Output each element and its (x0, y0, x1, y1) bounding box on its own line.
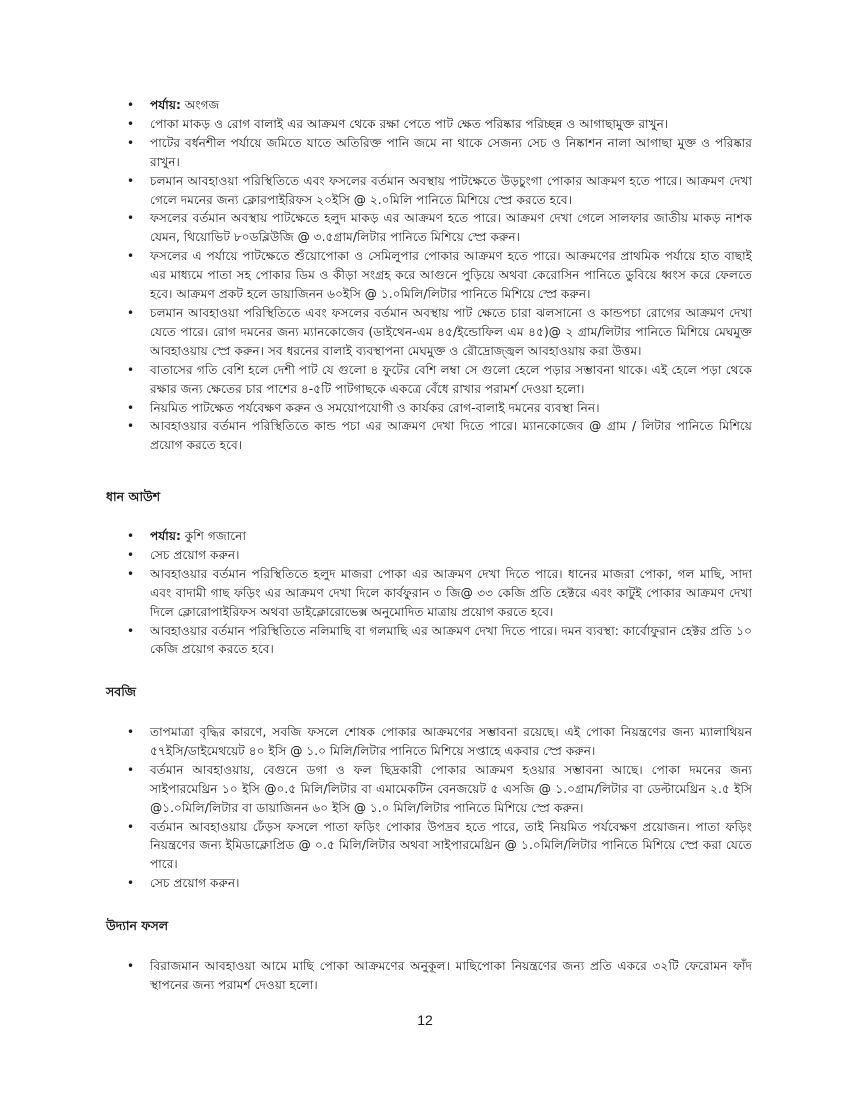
bullet-icon: • (127, 173, 135, 188)
list-item-text: কুশি গজানো (180, 529, 246, 543)
bullet-icon: • (127, 566, 135, 581)
section-vegetables (0, 723, 850, 893)
bullet-icon: • (127, 623, 135, 638)
list-item-text: আবহাওয়ার বর্তমান পরিস্থিতিতে হলুদ মাজরা পোকা এর আক্রমণ দেখা দিতে পারে। ধানের মাজরা পোকা, গল মাছি, সাদা এবং বাদামী গাছ ফড়িং এর আক্রমণ দেখা দিলে কার্বফুরান ৩ জি@ ৩৩ কেজি প্রতি হেক্টরে এবং কাটুই পোকার আক্রমণ দেখা দিলে ক্লোরোপাইরিফস অথবা ডাইক্লোরোভেক্স অনুমোদিত মাত্রায় প্রয়োগ করতে হবে। (150, 566, 752, 619)
list-item-text: নিয়মিত পাটক্ষেত পর্যবেক্ষণ করুন ও সময়োপযোগী ও কার্যকর রোগ-বালাই দমনের ব্যবস্থা নিন। (150, 400, 600, 415)
list-item-text: বর্তমান আবহাওয়ায়, বেগুনে ডগা ও ফল ছিদ্রকারী পোকার আক্রমণ হওয়ার সম্ভাবনা আছে। পোকা দমনের জন্য সাইপারমেথ্রিন ১০ ইসি @০.৫ মিলি/লিটার বা এমামেকটিন বেনজয়েট ৫ এসজি @ ১.০গ্রাম/লিটার বা ডেল্টামেথ্রিন ২.৫ ইসি @১.০মিলি/লিটার বা ডায়াজিনন ৬০ ইসি @ ১.০ মিলি/লিটার পানিতে মিশিয়ে স্প্রে করুন। (150, 762, 752, 815)
bullet-icon: • (127, 959, 135, 973)
list-item (0, 399, 850, 418)
list-item (0, 304, 850, 361)
bullet-icon: • (127, 116, 135, 131)
bullet-icon: • (127, 249, 135, 264)
list-item-text: চলমান আবহাওয়া পরিস্থিতিতে এবং ফসলের বর্তমান অবস্থায় পাটক্ষেতে উড়চুংগা পোকার আক্রমণ হতে পারে। আক্রমণ দেখা গেলে দমনের জন্য ক্লোরপাইরিফস ২০ইসি @ ২.০মিলি পানিতে মিশিয়ে স্প্রে করতে হবে। (150, 173, 752, 207)
bullet-icon: • (127, 419, 135, 434)
list-item-text: বিরাজমান আবহাওয়া আমে মাছি পোকা আক্রমণের অনুকূল। মাছিপোকা নিয়ন্ত্রণের জন্য প্রতি একরে ৩২টি ফেরোমন ফাঁদ স্থাপনের জন্য পরামর্শ দেওয়া হলো। (150, 959, 752, 992)
bullet-icon: • (127, 211, 135, 226)
list-item (0, 761, 850, 818)
section-heading-vegetables: সবজি (106, 684, 136, 699)
page-number: 12 (417, 1012, 433, 1028)
bullet-icon: • (127, 547, 135, 562)
bullet-list (0, 957, 850, 995)
bullet-list (0, 527, 850, 659)
section-aus-rice (0, 527, 850, 659)
bullet-icon: • (127, 400, 135, 415)
list-item-text: ফসলের এ পর্যায়ে পাটক্ষেতে শুঁয়োপোকা ও সেমিলুপার পোকার আক্রমণ হতে পারে। আক্রমণের প্রাথমিক পর্যায়ে হাত বাছাই এর মাধ্যমে পাতা সহ পোকার ডিম ও কীড়া সংগ্রহ করে আগুনে পুড়িয়ে অথবা কেরোসিন পানিতে ডুবিয়ে ধ্বংস করে ফেলতে হবে। আক্রমণ প্রকট হলে ডায়াজিনন ৬০ইসি @ ১.০মিলি/লিটার পানিতে মিশিয়ে স্প্রে করুন। (150, 249, 752, 302)
list-item-text: বাতাসের গতি বেশি হলে দেশী পাট যে গুলো ৪ ফুটের বেশি লম্বা সে গুলো হেলে পড়ার সম্ভাবনা থাকে। এই হেলে পড়া থেকে রক্ষার জন্য ক্ষেতের চার পাশের ৪-৫টি পাটগাছকে একত্রে বেঁধে রাখার পরামর্শ দেওয়া হলো। (150, 362, 752, 396)
list-item (0, 622, 850, 660)
bullet-list (0, 96, 850, 455)
list-item (0, 209, 850, 247)
section-jute (0, 96, 850, 455)
list-item (0, 115, 850, 134)
list-item (0, 957, 850, 995)
bullet-icon: • (127, 819, 135, 834)
list-item (0, 527, 850, 546)
list-item (0, 96, 850, 115)
list-item-text: ফসলের বর্তমান অবস্থায় পাটক্ষেতে হলুদ মাকড় এর আক্রমণ হতে পারে। আক্রমণ দেখা গেলে সালফার জাতীয় মাকড় নাশক যেমন, থিয়োভিট ৮০ডব্লিউজি @ ৩.৫গ্রাম/লিটার পানিতে মিশিয়ে স্প্রে করুন। (150, 211, 752, 245)
list-item (0, 247, 850, 304)
list-item (0, 134, 850, 172)
bullet-icon: • (127, 362, 135, 377)
list-item (0, 818, 850, 875)
list-item-text: পাটের বর্ধনশীল পর্যায়ে জমিতে যাতে অতিরিক্ত পানি জমে না থাকে সেজন্য সেচ ও নিষ্কাশন নালা আগাছা মুক্ত ও পরিষ্কার রাখুন। (150, 135, 752, 169)
list-item-text: তাপমাত্রা বৃদ্ধির কারণে, সবজি ফসলে শোষক পোকার আক্রমণের সম্ভাবনা রয়েছে। এই পোকা নিয়ন্ত্রণের জন্য ম্যালাথিয়ন ৫৭ইসি/ডাইমেথয়েট ৪০ ইসি @ ১.০ মিলি/লিটার পানিতে মিশিয়ে সপ্তাহে একবার স্প্রে করুন। (150, 725, 752, 758)
list-item-text: চলমান আবহাওয়া পরিস্থিতিতে এবং ফসলের বর্তমান অবস্থায় পাট ক্ষেতে চারা ঝলসানো ও কান্ডপচা রোগের আক্রমণ দেখা যেতে পারে। রোগ দমনের জন্য ম্যানকোজেব (ডাইথেন-এম ৪৫/ইন্ডোফিল এম ৪৫)@ ২ গ্রাম/লিটার পানিতে মিশিয়ে মেঘমুক্ত আবহাওয়ায় স্প্রে করুন। সব ধরনের বালাই ব্যবস্থাপনা মেঘমুক্ত ও রৌদ্রোজ্জ্বল আবহাওয়ায় করা উত্তম। (150, 305, 752, 358)
list-item-text: আবহাওয়ার বর্তমান পরিস্থিতিতে কান্ড পচা এর আক্রমণ দেখা দিতে পারে। ম্যানকোজেব @ গ্রাম / লিটার পানিতে মিশিয়ে প্রয়োগ করতে হবে। (150, 419, 752, 453)
stage-label: পর্যায়: (150, 98, 181, 112)
list-item (0, 874, 850, 893)
bullet-list (0, 723, 850, 893)
list-item-text: পোকা মাকড় ও রোগ বালাই এর আক্রমণ থেকে রক্ষা পেতে পাট ক্ষেত পরিষ্কার পরিচ্ছন্ন ও আগাছামুক্ত রাখুন। (150, 116, 669, 131)
list-item-text: বর্তমান আবহাওয়ায় ঢেঁড়স ফসলে পাতা ফড়িং পোকার উপদ্রব হতে পারে, তাই নিয়মিত পর্যবেক্ষণ প্রয়োজন। পাতা ফড়িং নিয়ন্ত্রণের জন্য ইমিডাক্লোপ্রিড @ ০.৫ মিলি/লিটার অথবা সাইপারমেথ্রিন @ ১.০মিলি/লিটার পানিতে মিশিয়ে স্প্রে করা যেতে পারে। (150, 819, 752, 872)
list-item (0, 172, 850, 210)
list-item (0, 723, 850, 761)
list-item-text: সেচ প্রয়োগ করুন। (150, 547, 240, 562)
list-item-text: সেচ প্রয়োগ করুন। (150, 876, 240, 891)
list-item (0, 417, 850, 455)
list-item (0, 565, 850, 622)
bullet-icon: • (127, 876, 135, 891)
stage-label: পর্যায়: (150, 529, 181, 543)
section-horticulture (0, 957, 850, 995)
list-item (0, 361, 850, 399)
bullet-icon: • (127, 529, 135, 543)
bullet-icon: • (127, 135, 135, 150)
list-item-text: অংগজ (180, 98, 220, 112)
bullet-icon: • (127, 725, 135, 739)
list-item-text: আবহাওয়ার বর্তমান পরিস্থিতিতে নলিমাছি বা গলমাছি এর আক্রমণ দেখা দিতে পারে। দমন ব্যবস্থা: কার্বোফুরান হেক্টর প্রতি ১০ কেজি প্রয়োগ করতে হবে। (150, 623, 752, 657)
section-heading-horticulture: উদ্যান ফসল (106, 918, 169, 933)
bullet-icon: • (127, 762, 135, 777)
bullet-icon: • (127, 305, 135, 320)
list-item (0, 546, 850, 565)
bullet-icon: • (127, 98, 135, 112)
section-heading-aus-rice: ধান আউশ (106, 489, 161, 504)
